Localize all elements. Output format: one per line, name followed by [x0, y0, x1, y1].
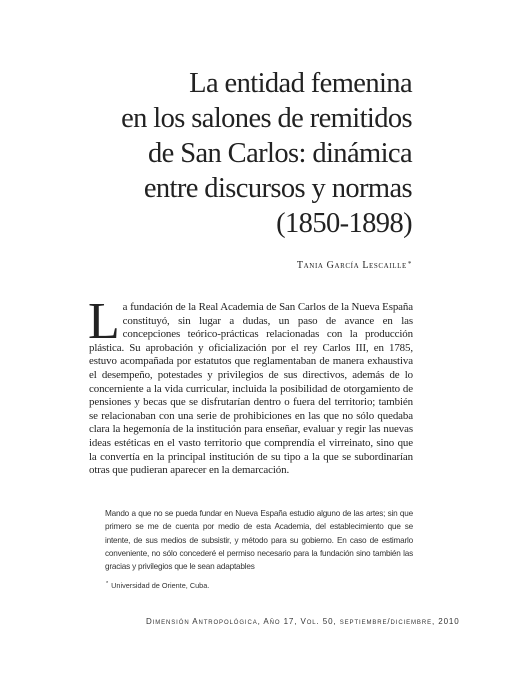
running-footer: Dimensión Antropológica, Año 17, Vol. 50, septiembre/diciembre, 2010	[146, 617, 460, 626]
author-footnote-mark: *	[407, 260, 412, 268]
author-byline	[297, 260, 412, 271]
title-line: La entidad femenina	[189, 68, 412, 99]
article-title	[82, 66, 412, 241]
drop-cap: L	[88, 293, 120, 350]
footnote	[106, 581, 209, 590]
body-paragraph	[88, 293, 413, 478]
title-line: (1850-1898)	[276, 208, 412, 239]
title-line: en los salones de remitidos	[121, 103, 412, 134]
footnote-text: Universidad de Oriente, Cuba.	[111, 581, 210, 590]
footnote-mark: *	[106, 581, 109, 587]
block-quote: Mando a que no se pueda fundar en Nueva España estudio alguno de las artes; sin que primero se me de cuenta por medio de esta Academia, del establecimiento que se intente, de sus medios de subsistir, y método para su gobierno. En caso de estimarlo conveniente, no sólo concederé el permiso necesario para la fundación sino también las gracias y privilegios que le sean adaptables	[105, 509, 413, 572]
author-name: Tania García Lescaille	[296, 260, 407, 271]
title-line: entre discursos y normas	[143, 173, 412, 204]
title-line: de San Carlos: dinámica	[147, 138, 412, 169]
body-text: a fundación de la Real Academia de San Carlos de la Nueva España constituyó, sin lugar a dudas, un paso de avance en las concepciones teórico-prácticas relacionadas con la producción plástica. Su aprobación y oficialización por el rey Carlos III, en 1785, estuvo acompañada por estatutos que reglamentaban de manera exhaustiva el desempeño, potestades y privilegios de sus directivos, además de lo concerniente a la vida curricular, incluida la posibilidad de otorgamiento de pensiones y becas que se disfrutarían dentro o fuera del territorio; también se relacionaban con una serie de prohibiciones en las que no sólo quedaba clara la hegemonía de la institución para enseñar, evaluar y regir las nuevas ideas estéticas en el vasto territorio que comprendía el virreinato, sino que la convertía en la principal institución de su tipo a la que se subordinarían otras que pudieran aparecer en la demarcación.	[89, 301, 413, 477]
